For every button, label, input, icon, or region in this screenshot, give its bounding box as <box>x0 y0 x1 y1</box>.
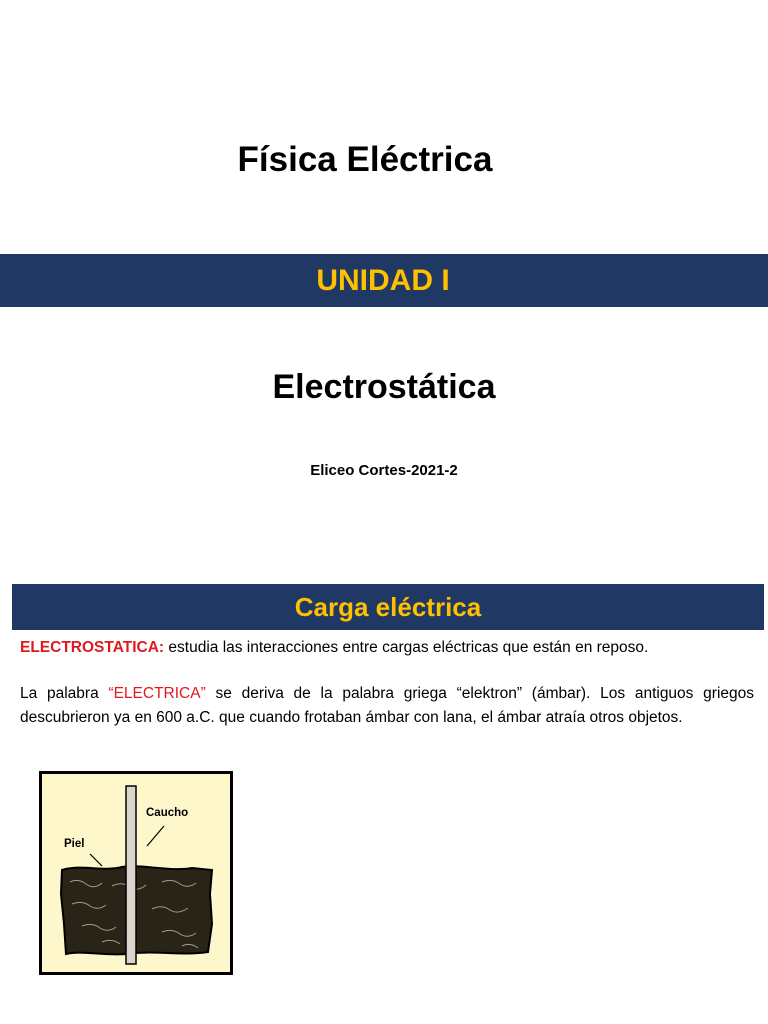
etymology-prefix: La palabra <box>20 685 109 702</box>
rod-and-fur-figure <box>39 771 233 975</box>
slide-title: Física Eléctrica <box>237 140 493 179</box>
rod-and-fur-illustration <box>42 774 230 972</box>
etymology-paragraph <box>20 682 754 730</box>
author-line: Eliceo Cortes-2021-2 <box>310 462 458 479</box>
section-title: Carga eléctrica <box>294 591 482 622</box>
fur-label: Piel <box>64 838 85 850</box>
definition-text: estudia las interacciones entre cargas eléctricas que están en reposo. <box>164 639 649 656</box>
section-band <box>12 584 764 630</box>
fur-pointer <box>90 854 102 866</box>
rod <box>126 786 136 964</box>
definition-term: ELECTROSTATICA: <box>20 639 165 656</box>
topic-title: Electrostática <box>272 368 496 406</box>
unit-band <box>0 254 768 307</box>
unit-label: UNIDAD I <box>316 263 450 297</box>
etymology-rest: se deriva de la palabra griega “elektron” (ámbar). Los antiguos griegos descubrieron ya en 600 a.C. que cuando frotaban ámbar con lana, el ámbar atraía otros objetos. <box>20 685 754 726</box>
etymology-highlight: “ELECTRICA” <box>108 685 206 702</box>
rod-label: Caucho <box>146 807 189 819</box>
definition-paragraph <box>20 636 754 660</box>
rod-pointer <box>147 826 164 846</box>
